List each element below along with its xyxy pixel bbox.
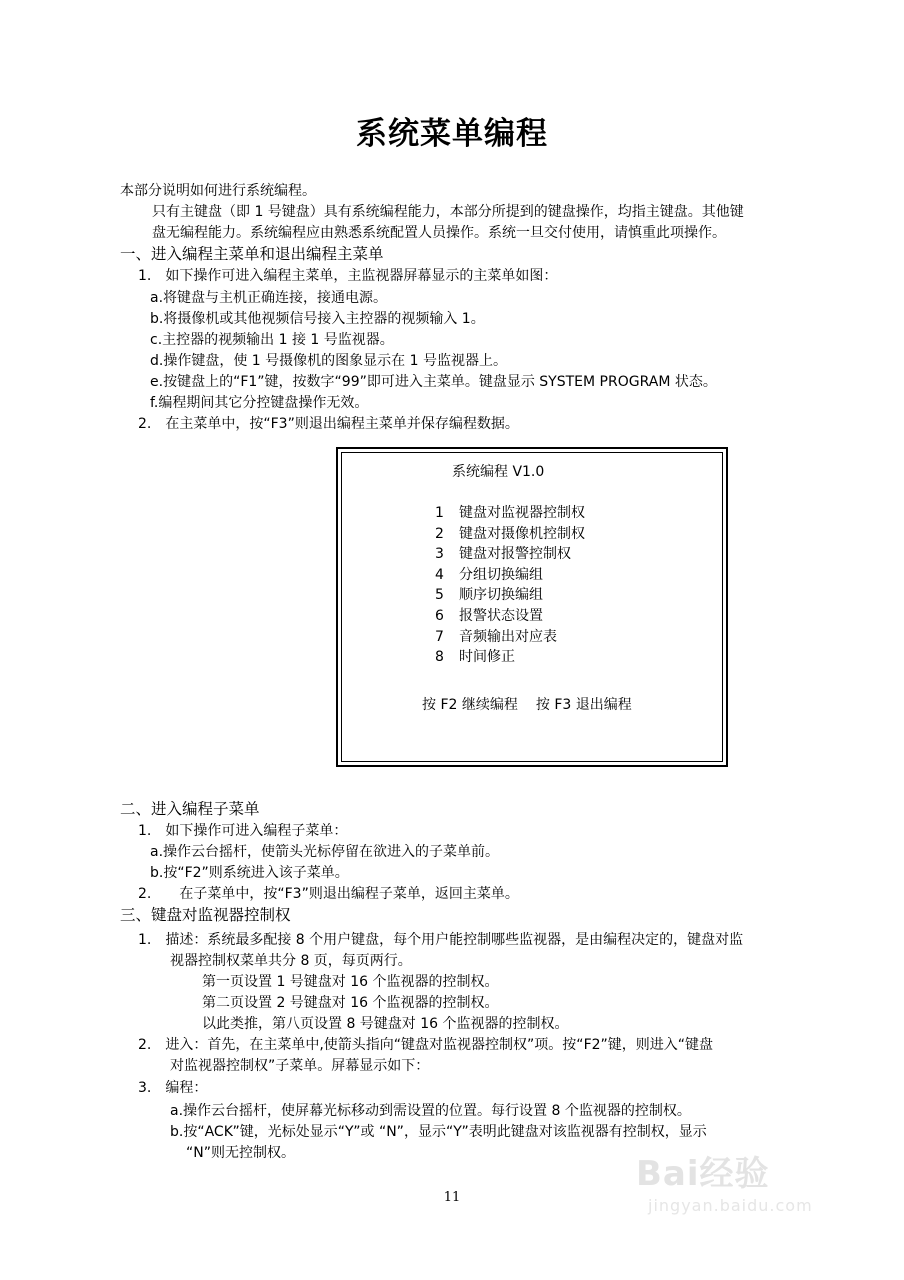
menu-item-number: 7	[435, 628, 444, 645]
section3-page8: 以此类推，第八页设置 8 号键盘对 16 个监视器的控制权。	[202, 1016, 569, 1032]
menu-item-number: 2	[435, 525, 444, 542]
section2-step-a: a.操作云台摇杆，使箭头光标停留在欲进入的子菜单前。	[150, 844, 500, 860]
menu-item-label: 分组切换编组	[459, 566, 543, 583]
section3-step-a: a.操作云台摇杆，使屏幕光标移动到需设置的位置。每行设置 8 个监视器的控制权。	[170, 1103, 691, 1119]
menu-item-label: 键盘对报警控制权	[459, 546, 571, 563]
menu-item-label: 时间修正	[459, 649, 515, 666]
intro-line-3: 盘无编程能力。系统编程应由熟悉系统配置人员操作。系统一旦交付使用，请慎重此项操作。	[152, 225, 726, 241]
section1-item2: 2. 在主菜单中，按“F3”则退出编程主菜单并保存编程数据。	[138, 416, 519, 432]
section3-step-b-line1: b.按“ACK”键，光标处显示“Y”或 “N”，显示“Y”表明此键盘对该监视器有控制权，显示	[170, 1124, 707, 1140]
menu-item-number: 5	[435, 587, 444, 604]
section2-item1: 1. 如下操作可进入编程子菜单：	[138, 823, 348, 839]
menu-footer	[422, 694, 632, 714]
section1-step: c.主控器的视频输出 1 接 1 号监视器。	[150, 332, 394, 348]
menu-item-label: 报警状态设置	[459, 607, 543, 624]
menu-item-number: 3	[435, 546, 444, 563]
menu-item-label: 键盘对监视器控制权	[459, 505, 585, 521]
baidu-watermark-logo: Bai经验	[636, 1154, 770, 1194]
section2-step-b: b.按“F2”则系统进入该子菜单。	[150, 865, 349, 881]
menu-item-number: 8	[435, 649, 444, 666]
menu-item-label: 音频输出对应表	[459, 628, 557, 645]
section3-item1-line1: 1. 描述：系统最多配接 8 个用户键盘，每个用户能控制哪些监视器，是由编程决定的，键盘对监	[138, 932, 744, 948]
section2-item2: 2. 在子菜单中，按“F3”则退出编程子菜单，返回主菜单。	[138, 886, 519, 902]
menu-item-list	[435, 503, 585, 668]
baidu-watermark-url: jingyan.baidu.com	[648, 1196, 813, 1215]
menu-footer-f3: 按 F3 退出编程	[535, 697, 632, 713]
menu-item	[435, 585, 585, 606]
section2-heading: 二、进入编程子菜单	[120, 800, 260, 818]
section3-item1-line2: 视器控制权菜单共分 8 页，每页两行。	[170, 953, 412, 969]
menu-item	[435, 524, 585, 545]
menu-item	[435, 565, 585, 586]
menu-item-number: 6	[435, 607, 444, 624]
menu-screen-figure	[336, 447, 728, 767]
section3-step-b-line2: “N”则无控制权。	[186, 1145, 295, 1161]
menu-item-label: 顺序切换编组	[459, 587, 543, 604]
section3-item2-line2: 对监视器控制权”子菜单。屏幕显示如下：	[170, 1058, 430, 1074]
section1-step: b.将摄像机或其他视频信号接入主控器的视频输入 1。	[150, 311, 485, 327]
section1-item1: 1. 如下操作可进入编程主菜单，主监视器屏幕显示的主菜单如图：	[138, 268, 558, 284]
intro-line-2: 只有主键盘（即 1 号键盘）具有系统编程能力，本部分所提到的键盘操作，均指主键盘。其他键	[152, 204, 744, 220]
section1-step: a.将键盘与主机正确连接，接通电源。	[150, 290, 388, 306]
menu-item	[435, 647, 585, 668]
menu-item	[435, 627, 585, 648]
menu-item	[435, 544, 585, 565]
section1-step: f.编程期间其它分控键盘操作无效。	[150, 395, 369, 411]
intro-line-1: 本部分说明如何进行系统编程。	[120, 183, 316, 199]
menu-footer-f2: 按 F2 继续编程	[422, 697, 518, 713]
section3-item3: 3. 编程：	[138, 1080, 208, 1096]
menu-item-number: 1	[435, 505, 444, 521]
page-title: 系统菜单编程	[356, 116, 548, 152]
menu-item	[435, 503, 585, 524]
section1-step: e.按键盘上的“F1”键，按数字“99”即可进入主菜单。键盘显示 SYSTEM PROGRAM 状态。	[150, 374, 717, 390]
menu-item-label: 键盘对摄像机控制权	[459, 525, 585, 542]
section1-heading: 一、进入编程主菜单和退出编程主菜单	[120, 245, 384, 263]
section3-heading: 三、键盘对监视器控制权	[120, 906, 291, 924]
page-number: 11	[443, 1190, 461, 1205]
section1-step: d.操作键盘，使 1 号摄像机的图象显示在 1 号监视器上。	[150, 353, 507, 369]
menu-title: 系统编程 V1.0	[452, 464, 545, 480]
section3-page2: 第二页设置 2 号键盘对 16 个监视器的控制权。	[202, 995, 499, 1011]
menu-item-number: 4	[435, 566, 444, 583]
menu-item	[435, 606, 585, 627]
section3-item2-line1: 2. 进入：首先，在主菜单中,使箭头指向“键盘对监视器控制权”项。按“F2”键，则进入“键盘	[138, 1037, 714, 1053]
menu-screen-inner-border	[341, 452, 723, 762]
section3-page1: 第一页设置 1 号键盘对 16 个监视器的控制权。	[202, 974, 499, 990]
